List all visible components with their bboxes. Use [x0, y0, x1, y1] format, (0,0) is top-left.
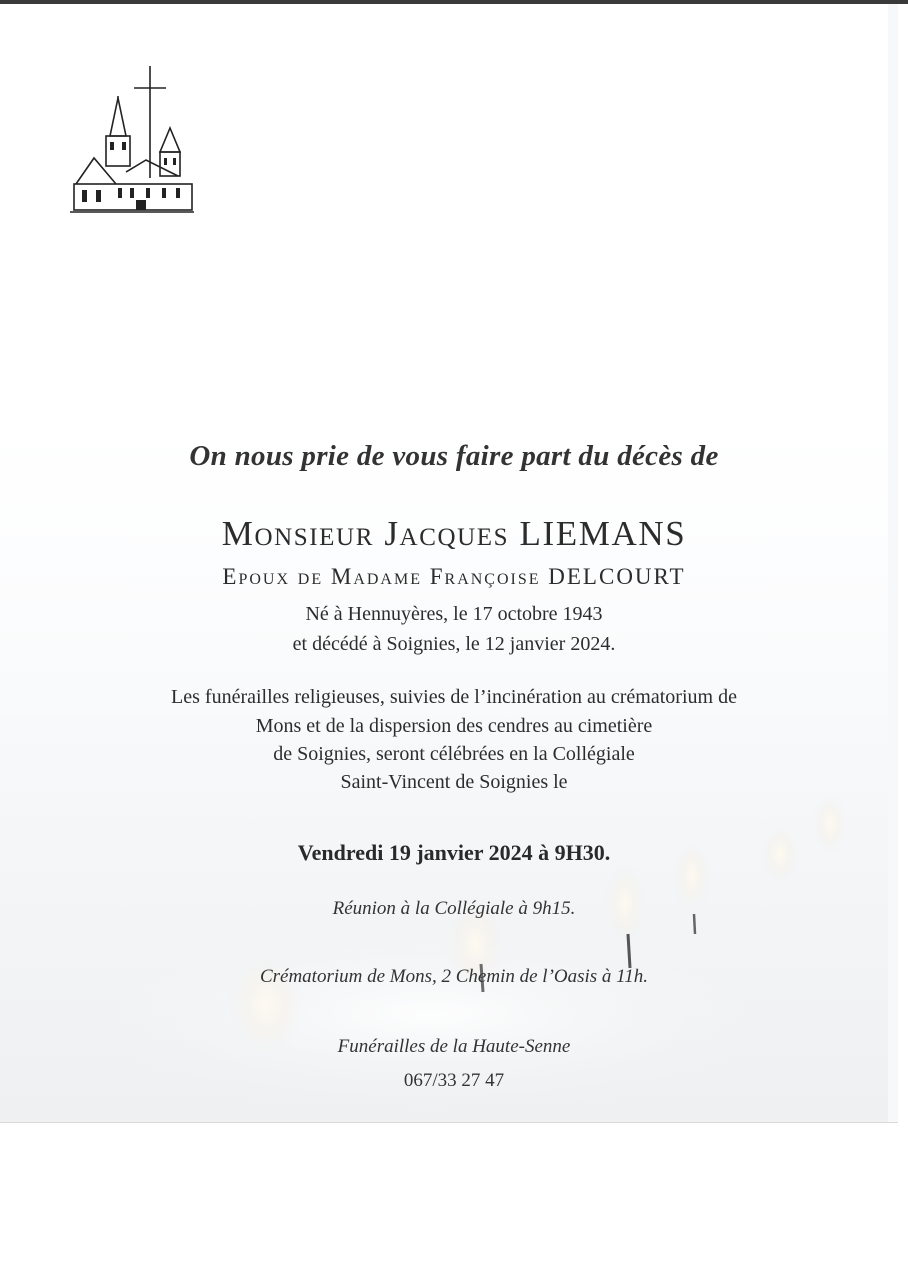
funeral-line-2: Mons et de la dispersion des cendres au cimetière	[255, 715, 653, 737]
meeting-line: Réunion à la Collégiale à 9h15.	[332, 898, 576, 919]
funeral-home-phone: 067/33 27 47	[403, 1070, 505, 1091]
funeral-home-name: Funérailles de la Haute-Senne	[337, 1036, 571, 1057]
funeral-line-4: Saint-Vincent de Soignies le	[340, 771, 568, 793]
church-with-cross-icon	[66, 66, 196, 218]
intro-line: On nous prie de vous faire part du décès de	[189, 440, 719, 472]
spouse-line: Epoux de Madame Françoise DELCOURT	[222, 564, 686, 589]
funeral-line-3: de Soignies, seront célébrées en la Collégiale	[273, 743, 635, 765]
death-line: et décédé à Soignies, le 12 janvier 2024.	[292, 633, 616, 655]
birth-line: Né à Hennuyères, le 17 octobre 1943	[305, 603, 603, 625]
crematorium-line: Crématorium de Mons, 2 Chemin de l’Oasis à 11h.	[259, 966, 649, 987]
deceased-name: Monsieur Jacques LIEMANS	[221, 514, 687, 553]
candles-background	[0, 764, 898, 1122]
ceremony-date: Vendredi 19 janvier 2024 à 9H30.	[297, 840, 611, 865]
funeral-line-1: Les funérailles religieuses, suivies de l’incinération au crématorium de	[171, 686, 737, 708]
